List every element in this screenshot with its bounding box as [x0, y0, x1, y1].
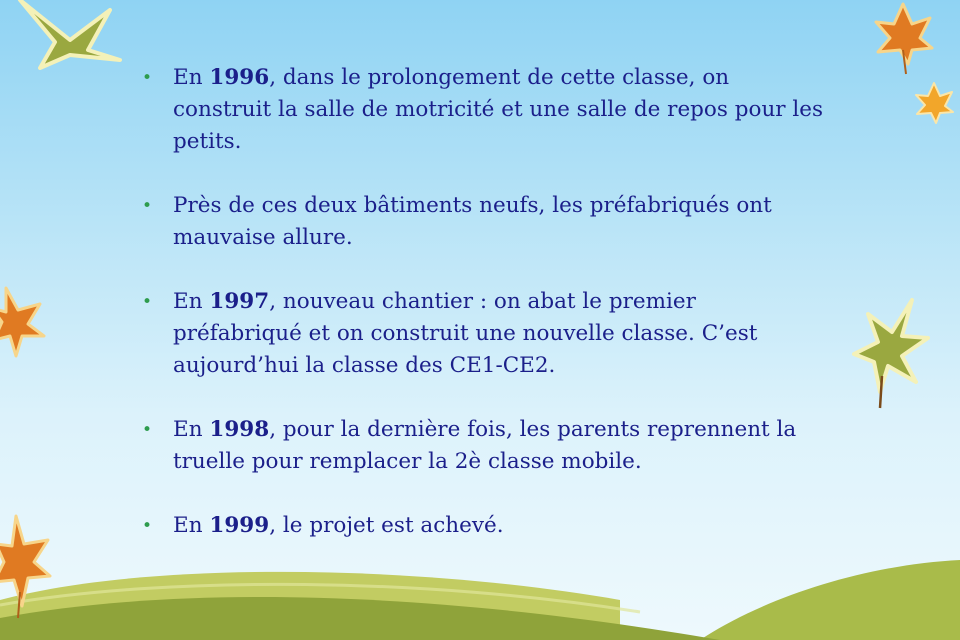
leaf-small-right-icon: [914, 80, 954, 126]
bullet-year: 1997: [209, 289, 270, 314]
bullet-prefix: En: [173, 513, 210, 538]
bullet-item-prefabs: [140, 190, 830, 254]
bullet-prefix: En: [173, 417, 210, 442]
bullet-year: 1999: [209, 513, 270, 538]
bullet-text: , nouveau chantier : on abat le premier préfabriqué et on construit une nouvelle classe. C’est aujourd’hui la classe des CE1-CE2.: [173, 289, 758, 378]
bullet-prefix: Près de ces deux bâtiments neufs, les préfabriqués ont mauvaise allure.: [173, 193, 772, 250]
leaf-right-middle-icon: [850, 296, 934, 412]
bullet-dot-icon: •: [142, 196, 153, 216]
bullet-prefix: En: [173, 65, 210, 90]
bullet-text: , le projet est achevé.: [269, 513, 504, 538]
bullet-prefix: En: [173, 289, 210, 314]
leaf-bottom-left-icon: [0, 510, 56, 620]
bullet-item-1998: [140, 414, 830, 478]
bullet-dot-icon: •: [142, 68, 153, 88]
bullet-year: 1998: [209, 417, 270, 442]
bullet-year: 1996: [209, 65, 270, 90]
bullet-item-1996: [140, 62, 830, 158]
bullet-dot-icon: •: [142, 292, 153, 312]
bullet-dot-icon: •: [142, 516, 153, 536]
bullet-dot-icon: •: [142, 420, 153, 440]
leaf-left-middle-icon: [0, 282, 50, 362]
bullet-text: , pour la dernière fois, les parents reprennent la truelle pour remplacer la 2è classe mobile.: [173, 417, 797, 474]
slide-content: [140, 62, 830, 574]
leaf-top-left-icon: [10, 0, 130, 70]
bullet-item-1997: [140, 286, 830, 382]
bullet-list: [140, 62, 830, 542]
bullet-text: , dans le prolongement de cette classe, on construit la salle de motricité et une salle de repos pour les petits.: [173, 65, 824, 154]
leaf-top-right-icon: [872, 0, 934, 76]
bullet-item-1999: [140, 510, 830, 542]
